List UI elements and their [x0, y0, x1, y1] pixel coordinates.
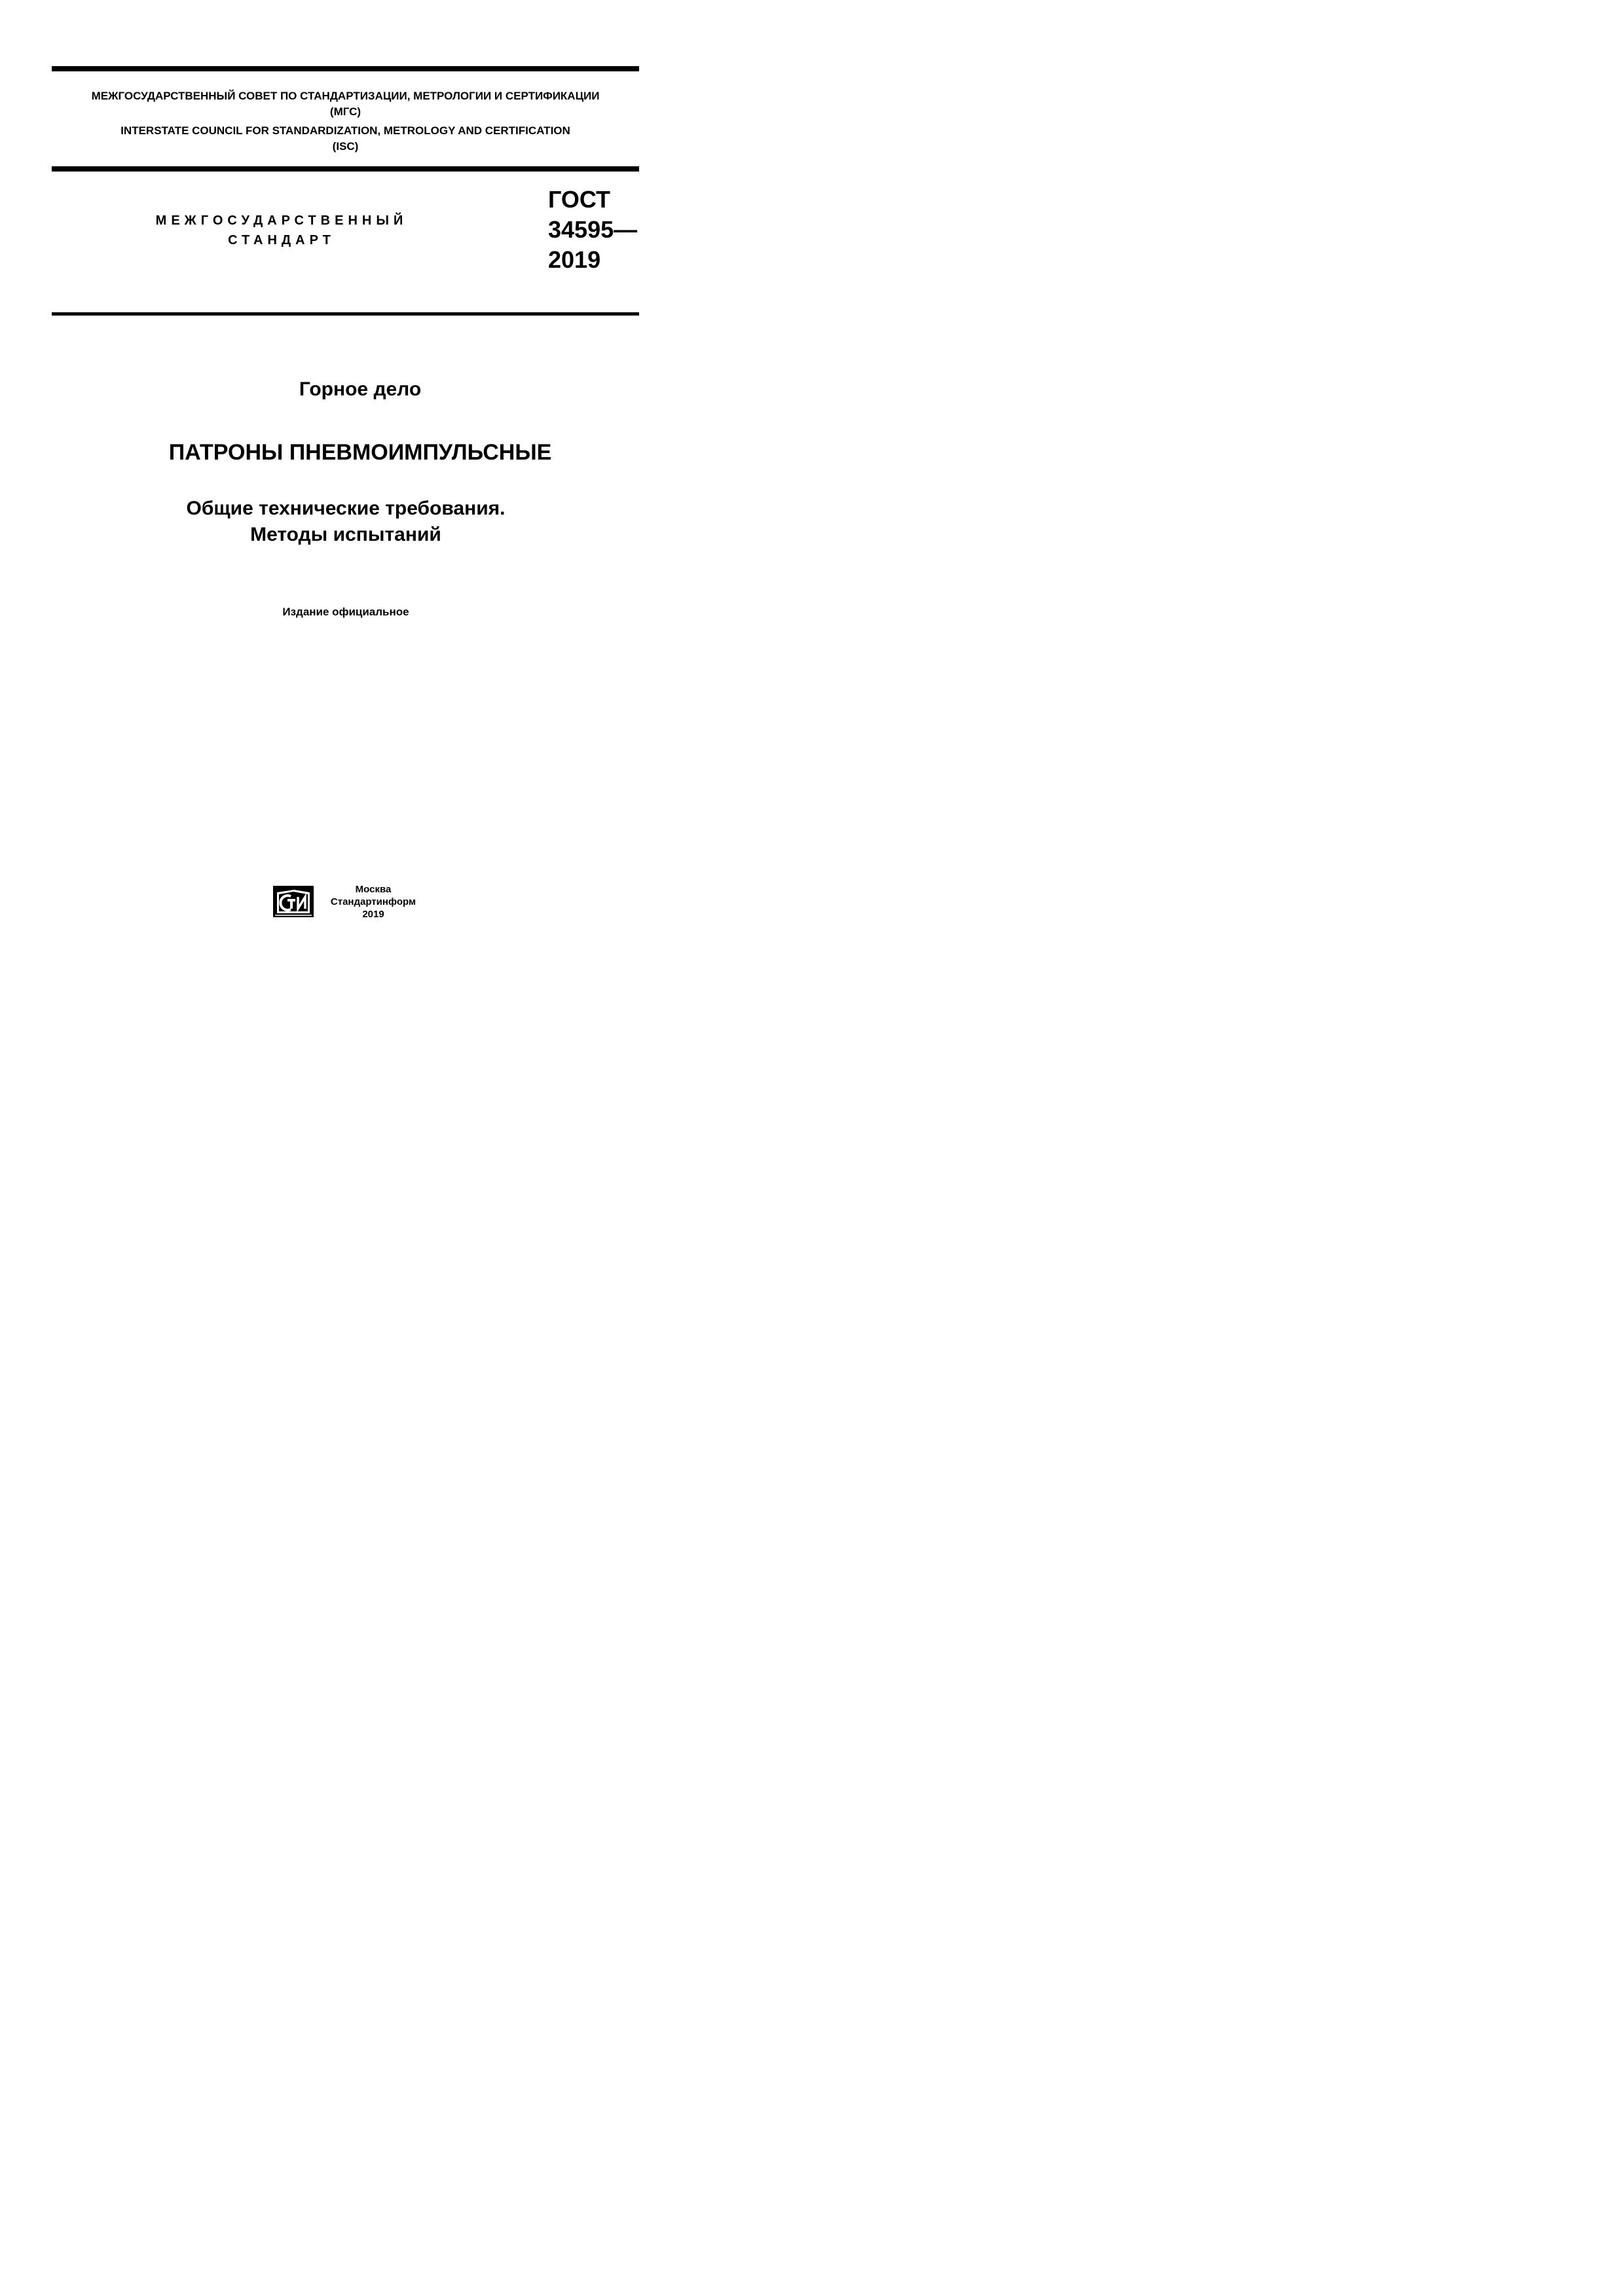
- council-ru-line1: МЕЖГОСУДАРСТВЕННЫЙ СОВЕТ ПО СТАНДАРТИЗАЦИИ, МЕТРОЛОГИИ И СЕРТИФИКАЦИИ: [91, 90, 600, 102]
- document-subtitle-line1: Общие технические требования.: [186, 498, 506, 519]
- gost-designation: [548, 185, 679, 275]
- publisher-info: [321, 883, 426, 920]
- gost-prefix: ГОСТ: [548, 186, 611, 213]
- edition-note: Издание официальное: [282, 606, 409, 618]
- standard-kind-line1: МЕЖГОСУДАРСТВЕННЫЙ: [155, 213, 408, 228]
- top-rule: [52, 66, 639, 71]
- publisher-city: Москва: [355, 884, 392, 895]
- gost-number: 34595—: [548, 216, 638, 243]
- middle-rule: [52, 166, 639, 172]
- document-field: Горное дело: [299, 378, 422, 400]
- publisher-year: 2019: [362, 909, 384, 920]
- council-en-line2: (ISC): [332, 140, 359, 153]
- gost-year: 2019: [548, 246, 601, 273]
- standard-kind: [131, 211, 432, 250]
- standard-kind-line2: СТАНДАРТ: [228, 233, 335, 247]
- document-subtitle-line2: Методы испытаний: [250, 524, 441, 545]
- council-name-en: [52, 123, 639, 155]
- council-ru-line2: (МГС): [329, 105, 361, 118]
- document-title: ПАТРОНЫ ПНЕВМОИМПУЛЬСНЫЕ: [168, 440, 552, 465]
- council-en-line1: INTERSTATE COUNCIL FOR STANDARDIZATION, METROLOGY AND CERTIFICATION: [120, 124, 570, 137]
- publisher-name: Стандартинформ: [330, 896, 416, 907]
- council-name-ru: [52, 88, 639, 120]
- document-subtitle: [0, 496, 692, 548]
- bottom-rule: [52, 312, 639, 316]
- standartinform-logo-icon: [273, 886, 314, 917]
